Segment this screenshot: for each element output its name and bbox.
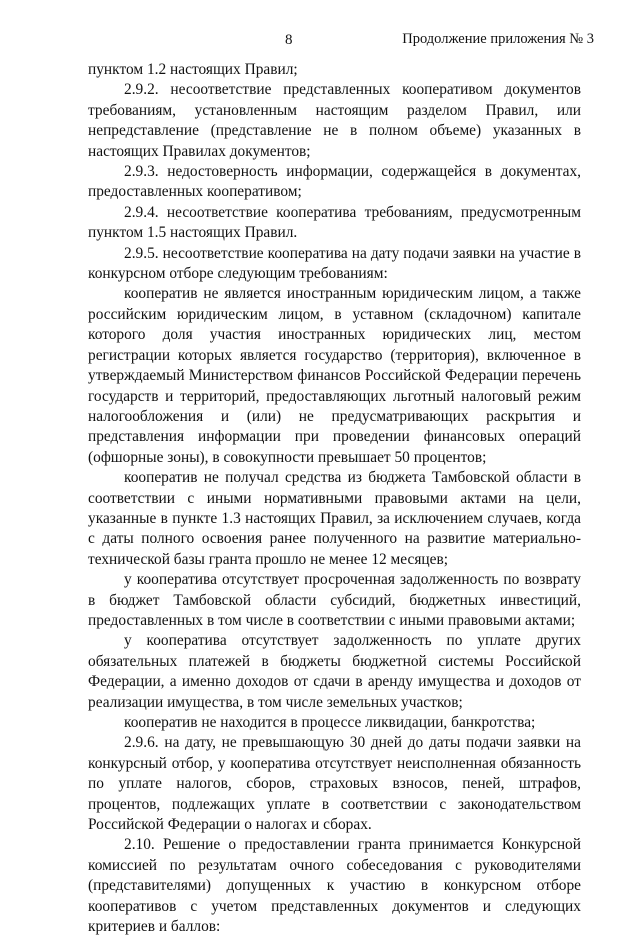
paragraph: кооператив не является иностранным юридическим лицом, а также российским юридическим лицом, в уставном (складочном) капитале которого доля участия иностранных юридических лиц, местом регистрации которых является государство (территория), включенное в утверждаемый Министерством финансов Российской Федерации перечень государств и территорий, предоставляющих льготный налоговый режим налогообложения и (или) не предусматривающих раскрытия и представления информации при проведении финансовых операций (офшорные зоны), в совокупности превышает 50 процентов; bbox=[88, 285, 581, 466]
document-body bbox=[88, 60, 581, 937]
paragraph: кооператив не получал средства из бюджета Тамбовской области в соответствии с иными нормативными правовыми актами на цели, указанные в пункте 1.3 настоящих Правил, за исключением случаев, когда с даты полного освоения ранее полученного на развитие материально-технической базы гранта прошло не менее 12 месяцев; bbox=[88, 469, 581, 568]
paragraph: у кооператива отсутствует просроченная задолженность по возврату в бюджет Тамбовской области субсидий, бюджетных инвестиций, предоставленных в том числе в соответствии с иными правовыми актами; bbox=[88, 571, 581, 629]
paragraph: у кооператива отсутствует задолженность по уплате других обязательных платежей в бюджеты бюджетной системы Российской Федерации, а именно доходов от сдачи в аренду имущества и доходов от реализации имущества, в том числе земельных участков; bbox=[88, 632, 581, 711]
paragraph: 2.9.4. несоответствие кооператива требованиям, предусмотренным пунктом 1.5 настоящих Правил. bbox=[88, 203, 581, 242]
paragraph: пунктом 1.2 настоящих Правил; bbox=[88, 61, 298, 78]
paragraph: 2.10. Решение о предоставлении гранта принимается Конкурсной комиссией по результатам очного собеседования с руководителями (представителями) допущенных к участию в конкурсном отборе кооперативов с учетом представленных документов и следующих критериев и баллов: bbox=[88, 836, 581, 936]
paragraph: 2.9.3. недостоверность информации, содержащейся в документах, предоставленных кооперативом; bbox=[88, 163, 581, 201]
appendix-continuation-header: Продолжение приложения № 3 bbox=[402, 31, 594, 47]
page-number: 8 bbox=[285, 32, 293, 48]
paragraph: 2.9.5. несоответствие кооператива на дату подачи заявки на участие в конкурсном отборе следующим требованиям: bbox=[88, 244, 581, 283]
paragraph: 2.9.6. на дату, не превышающую 30 дней до даты подачи заявки на конкурсный отбор, у кооператива отсутствует неисполненная обязанность по уплате налогов, сборов, страховых взносов, пеней, штрафов, процентов, подлежащих уплате в соответствии с законодательством Российской Федерации о налогах и сборах. bbox=[88, 734, 581, 834]
paragraph: 2.9.2. несоответствие представленных кооперативом документов требованиям, установленным настоящим разделом Правил, или непредставление (представление не в полном объеме) указанных в настоящих Правилах документов; bbox=[88, 81, 581, 160]
paragraph: кооператив не находится в процессе ликвидации, банкротства; bbox=[124, 714, 536, 731]
